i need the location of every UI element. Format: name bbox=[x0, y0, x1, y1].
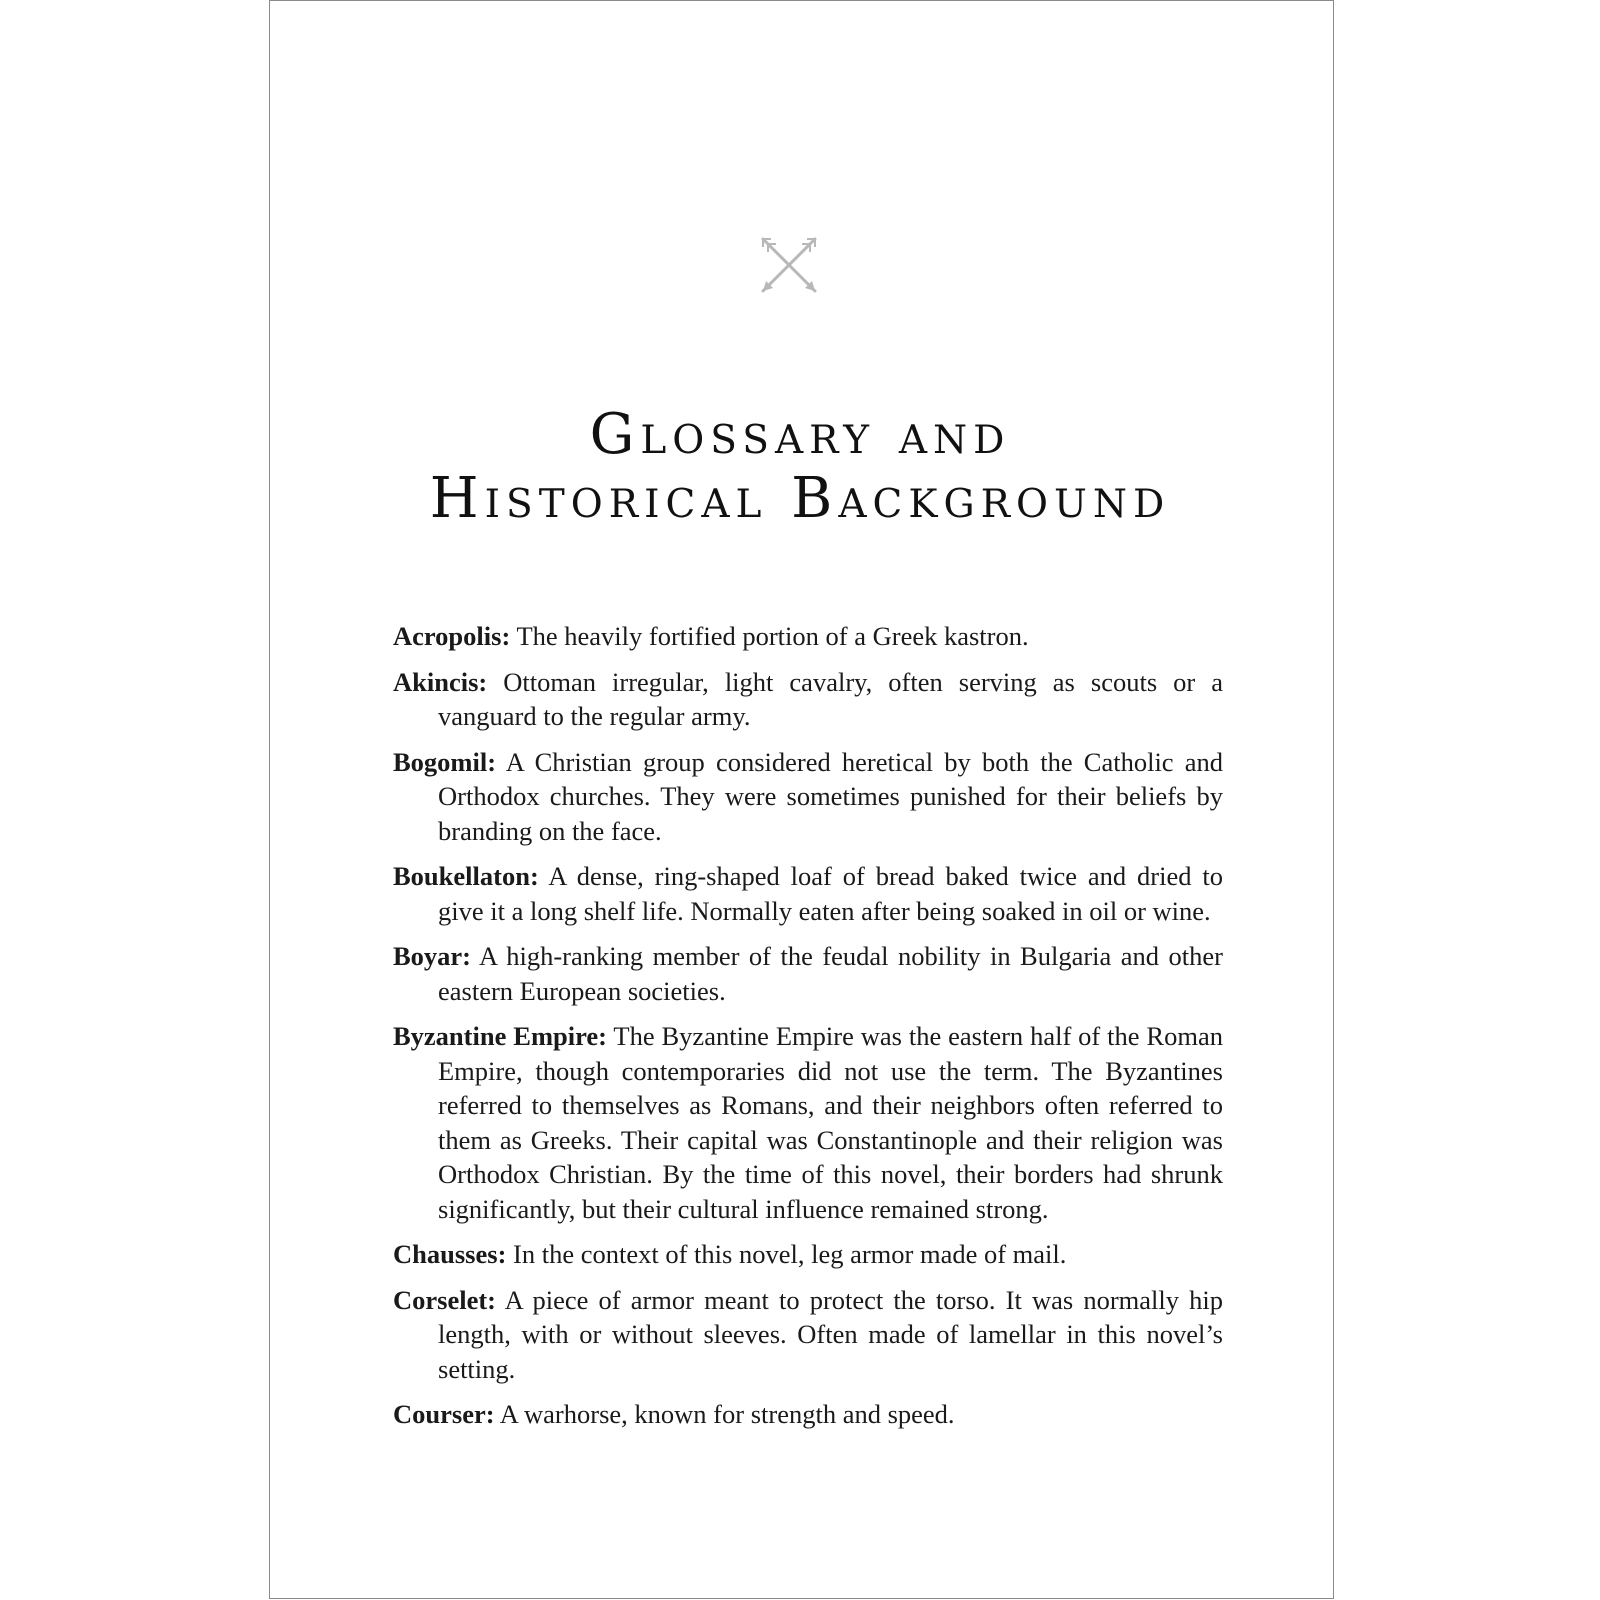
glossary-definition: A Christian group considered heretical by both the Catholic and Orthodox churches. They were sometimes punished for their beliefs by branding on the face. bbox=[438, 746, 1223, 846]
glossary-term: Boukellaton: bbox=[393, 861, 539, 891]
glossary-entry bbox=[393, 1397, 1223, 1432]
glossary-entry bbox=[393, 745, 1223, 849]
glossary-term: Courser: bbox=[393, 1399, 495, 1429]
glossary-entry bbox=[393, 665, 1223, 734]
glossary-term: Acropolis: bbox=[393, 621, 511, 651]
glossary-entry bbox=[393, 1237, 1223, 1272]
glossary-definition: Ottoman irregular, light cavalry, often serving as scouts or a vanguard to the regular army. bbox=[438, 666, 1223, 731]
glossary-term: Byzantine Empire: bbox=[393, 1021, 607, 1051]
glossary-entry bbox=[393, 859, 1223, 928]
glossary-definition: In the context of this novel, leg armor made of mail. bbox=[513, 1239, 1067, 1269]
glossary-entry bbox=[393, 1019, 1223, 1226]
glossary-term: Corselet: bbox=[393, 1284, 496, 1315]
crossed-arrows-icon bbox=[757, 233, 821, 297]
title-line-1: Glossary and bbox=[589, 402, 1011, 467]
glossary-entry bbox=[393, 619, 1223, 654]
glossary-list bbox=[393, 619, 1223, 1443]
glossary-definition: A warhorse, known for strength and speed. bbox=[499, 1399, 955, 1429]
glossary-entry bbox=[393, 939, 1223, 1008]
glossary-term: Boyar: bbox=[393, 941, 472, 971]
glossary-definition: A dense, ring-shaped loaf of bread baked twice and dried to give it a long shelf life. Normally eaten after being soaked in oil or wine. bbox=[438, 861, 1223, 926]
glossary-term: Bogomil: bbox=[393, 746, 497, 777]
page-title bbox=[0, 403, 1600, 531]
glossary-term: Chausses: bbox=[393, 1239, 507, 1269]
glossary-term: Akincis: bbox=[393, 666, 488, 697]
glossary-definition: A piece of armor meant to protect the torso. It was normally hip length, with or without sleeves. Often made of lamellar in this novel’s setting. bbox=[438, 1284, 1223, 1384]
title-line-2: Historical Background bbox=[429, 466, 1171, 531]
glossary-entry bbox=[393, 1283, 1223, 1387]
glossary-definition: The Byzantine Empire was the eastern half of the Roman Empire, though contemporaries did not use the term. The Byzantines referred to themselves as Romans, and their neighbors often referred to them as Greeks. Their capital was Constantinople and their religion was Orthodox Christian. By the time of this novel, their borders had shrunk significantly, but their cultural influence remained strong. bbox=[438, 1021, 1223, 1224]
glossary-definition: A high-ranking member of the feudal nobility in Bulgaria and other eastern European societies. bbox=[438, 941, 1223, 1006]
glossary-definition: The heavily fortified portion of a Greek kastron. bbox=[516, 621, 1029, 651]
